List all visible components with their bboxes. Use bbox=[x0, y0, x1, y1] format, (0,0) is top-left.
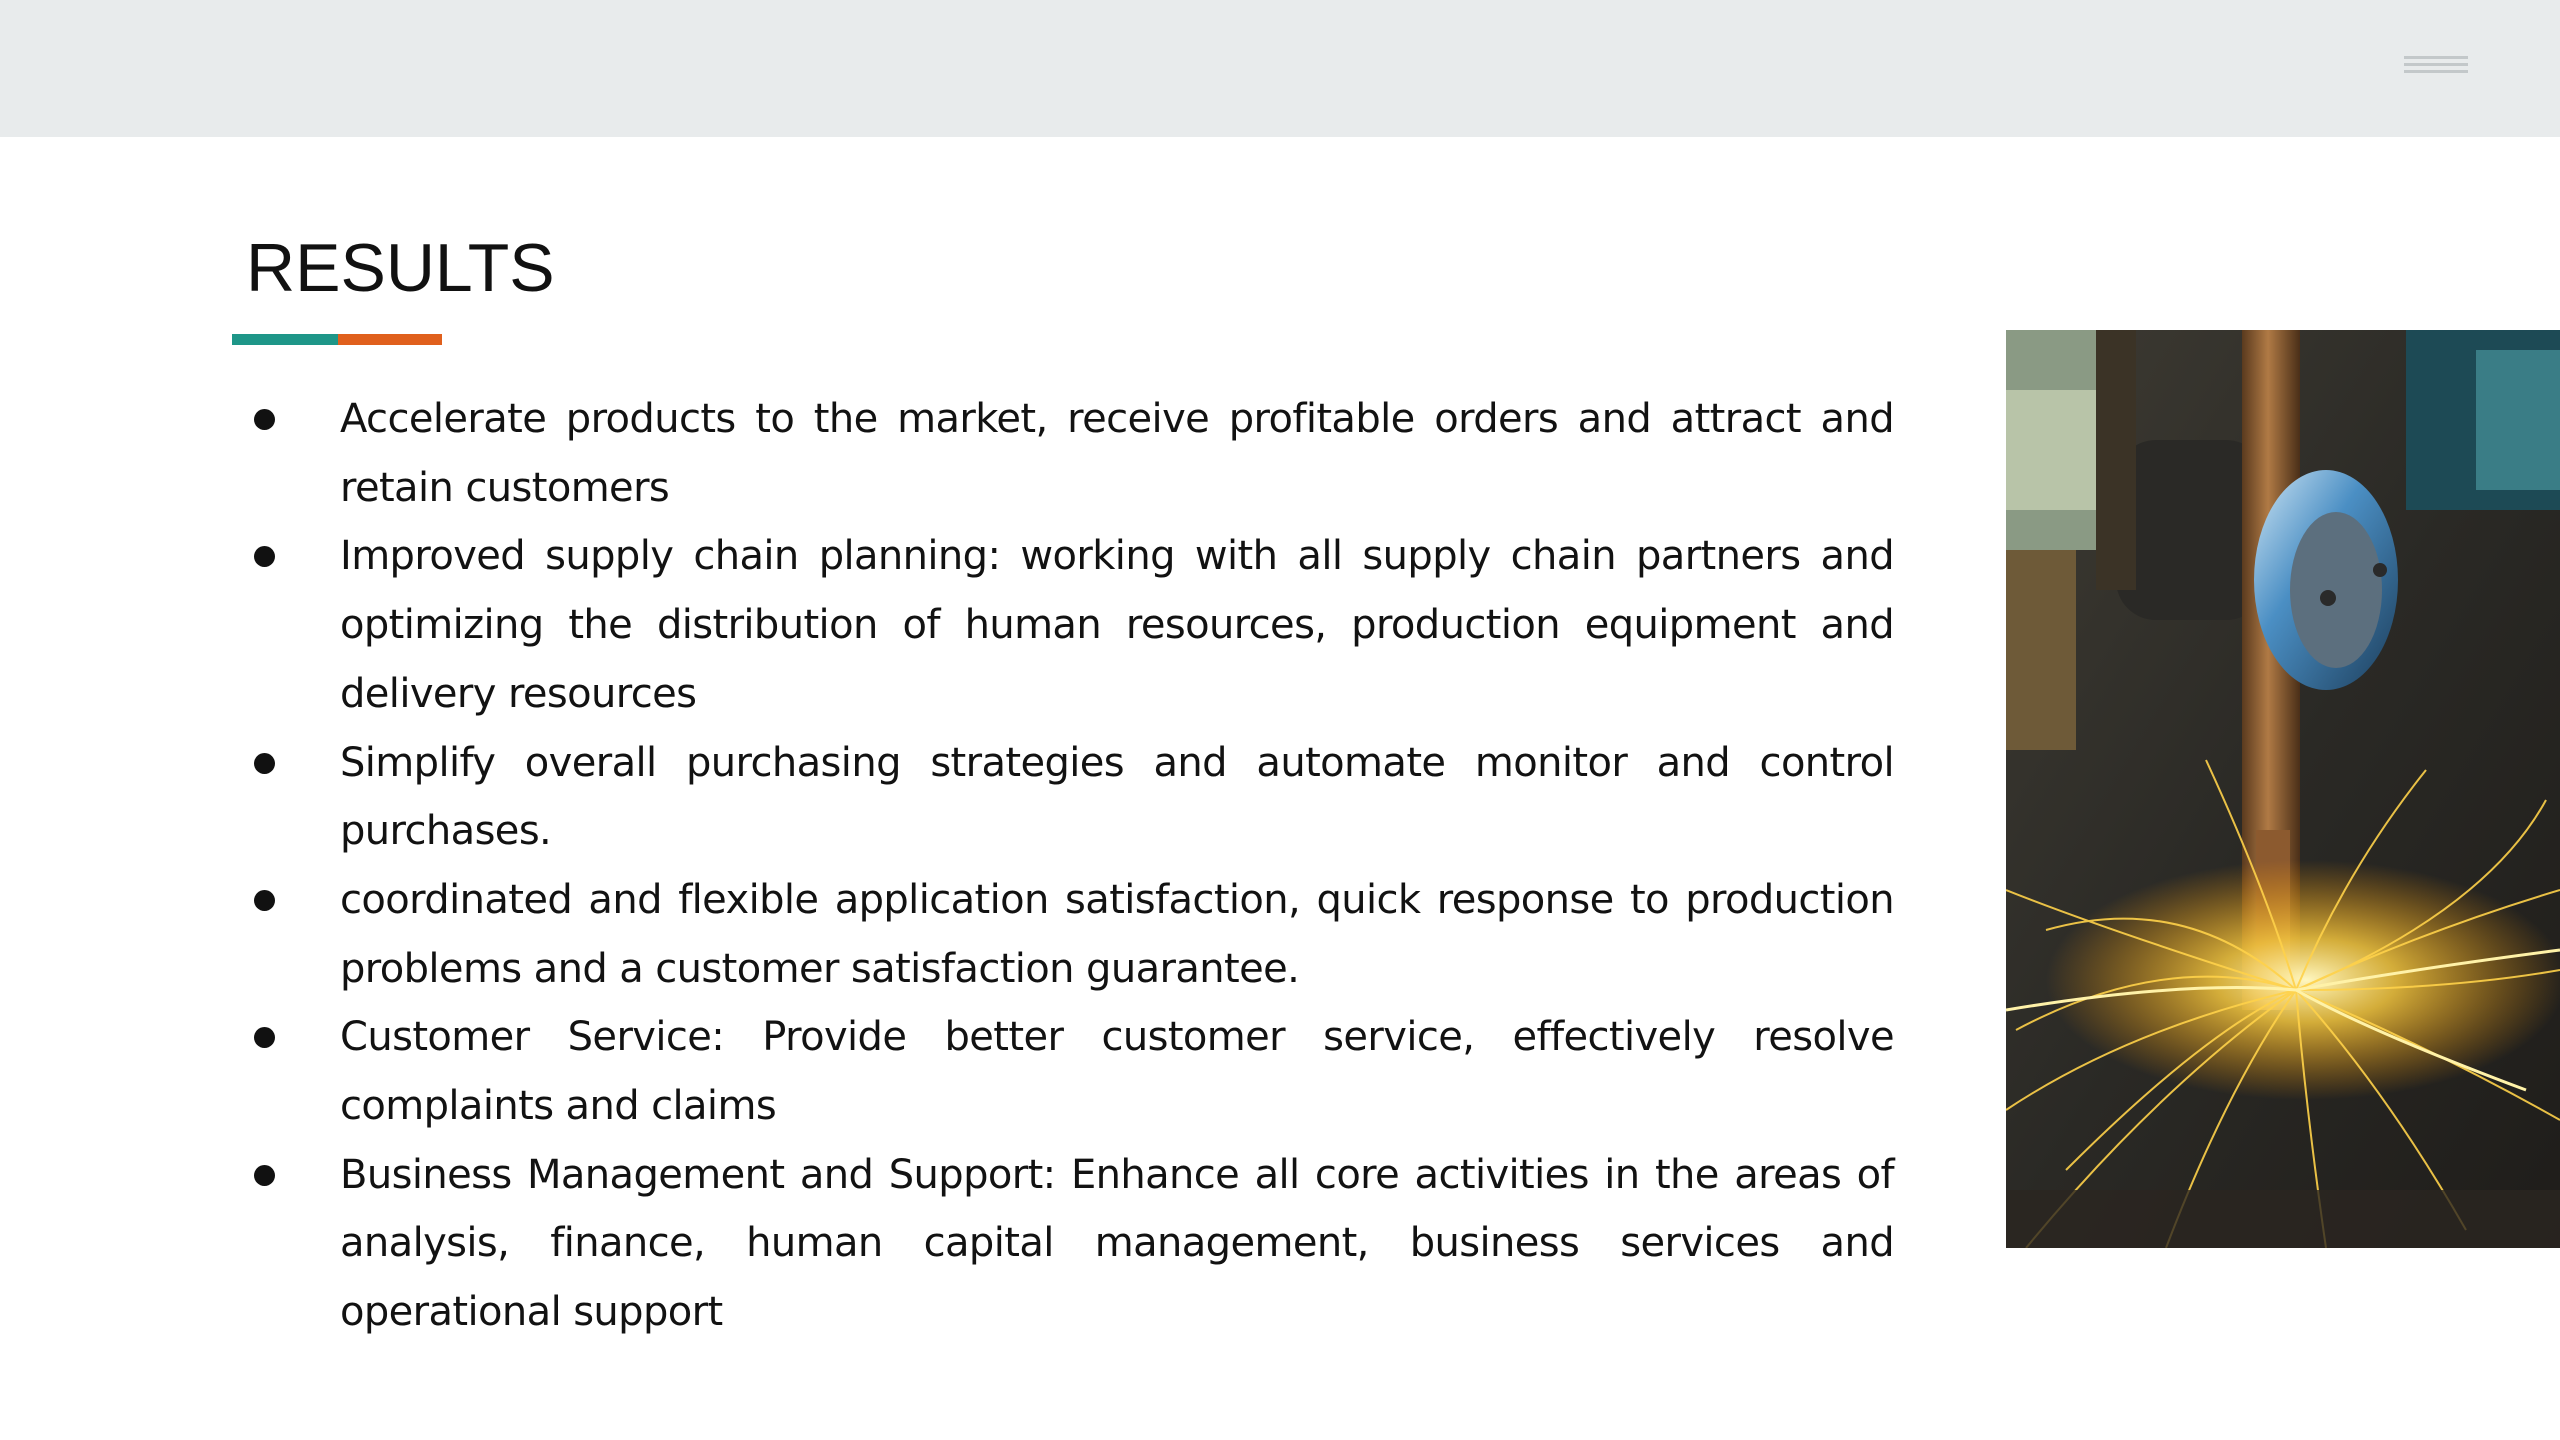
accent-bar-orange bbox=[338, 334, 442, 345]
bullet-text: Business Management and Support: Enhance all core activities in the areas of analysis, finance, human capital management, business services and operational support bbox=[340, 1151, 1894, 1336]
bullet-dot-icon bbox=[254, 753, 275, 774]
bullet-dot-icon bbox=[254, 409, 275, 430]
slide-title: RESULTS bbox=[246, 230, 555, 306]
bullet-text: Improved supply chain planning: working with all supply chain partners and optimizing the distribution of human resources, production equipment and delivery resources bbox=[340, 533, 1894, 717]
bullet-item bbox=[252, 1003, 1894, 1140]
bullet-text: Customer Service: Provide better customer service, effectively resolve complaints and claims bbox=[340, 1014, 1894, 1130]
bullet-item bbox=[252, 522, 1894, 728]
bullet-item bbox=[252, 729, 1894, 866]
bullet-item bbox=[252, 385, 1894, 522]
bullet-item bbox=[252, 1141, 1894, 1347]
accent-bar-teal bbox=[232, 334, 338, 345]
top-bar bbox=[0, 0, 2560, 137]
title-accent-underline bbox=[232, 334, 442, 345]
bullet-item bbox=[252, 866, 1894, 1003]
bullet-text: coordinated and flexible application satisfaction, quick response to production problems and a customer satisfaction guarantee. bbox=[340, 876, 1894, 992]
bullet-dot-icon bbox=[254, 1165, 275, 1186]
welding-sparks-image bbox=[2006, 330, 2560, 1248]
bullet-text: Simplify overall purchasing strategies and automate monitor and control purchases. bbox=[340, 739, 1894, 855]
bullet-dot-icon bbox=[254, 890, 275, 911]
bullet-text: Accelerate products to the market, receive profitable orders and attract and retain customers bbox=[340, 396, 1894, 511]
hamburger-menu-icon[interactable] bbox=[2404, 56, 2468, 82]
results-bullet-list bbox=[252, 385, 1894, 1347]
welding-photo-illustration bbox=[2006, 330, 2560, 1248]
bullet-dot-icon bbox=[254, 546, 275, 567]
bullet-dot-icon bbox=[254, 1027, 275, 1048]
